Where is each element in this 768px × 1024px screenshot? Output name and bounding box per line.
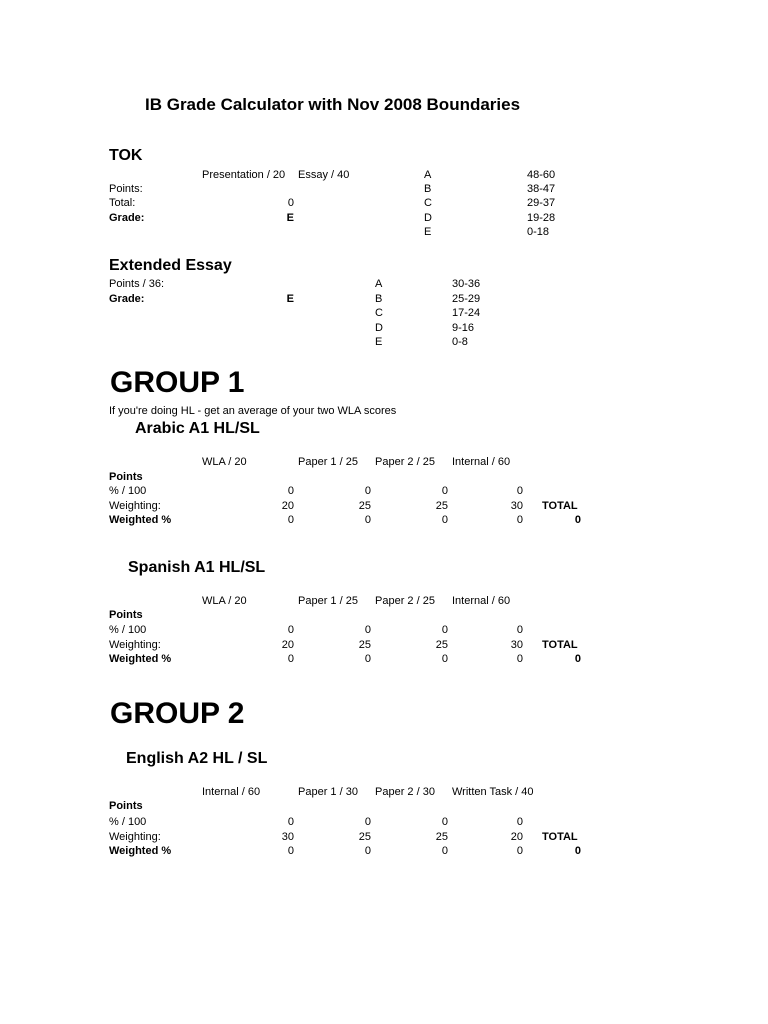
- weighted-value: 0: [441, 845, 448, 857]
- ee-boundary-grade: B: [375, 293, 383, 305]
- tok-points-label: Points:: [109, 183, 143, 195]
- weighted-label: Weighted %: [109, 653, 172, 665]
- tok-boundary-range: 38-47: [527, 183, 556, 195]
- weighted-value: 0: [516, 514, 523, 526]
- weighted-value: 0: [516, 653, 523, 665]
- tok-total-value: 0: [287, 197, 294, 209]
- column-header: WLA / 20: [202, 595, 247, 607]
- tok-col-essay: Essay / 40: [298, 169, 350, 181]
- percent-value: 0: [516, 485, 523, 497]
- tok-boundary-grade: A: [424, 169, 432, 181]
- ee-boundary-range: 9-16: [452, 322, 475, 334]
- tok-boundary-grade: B: [424, 183, 432, 195]
- ee-boundary-grade: A: [375, 278, 383, 290]
- ee-boundary-range: 0-8: [452, 336, 468, 348]
- weighting-value: 20: [510, 831, 523, 843]
- tok-boundary-range: 19-28: [527, 212, 556, 224]
- ee-boundary-range: 30-36: [452, 278, 481, 290]
- percent-value: 0: [287, 624, 294, 636]
- column-header: Written Task / 40: [452, 786, 534, 798]
- percent-value: 0: [441, 816, 448, 828]
- tok-boundary-range: 0-18: [527, 226, 550, 238]
- ee-boundary-grade: E: [375, 336, 383, 348]
- ee-boundary-range: 25-29: [452, 293, 481, 305]
- points-label: Points: [109, 471, 143, 483]
- column-header: Paper 2 / 25: [375, 595, 435, 607]
- total-label: TOTAL: [542, 831, 578, 843]
- weighting-value: 25: [358, 639, 371, 651]
- weighted-value: 0: [287, 514, 294, 526]
- tok-boundary-range: 48-60: [527, 169, 556, 181]
- ee-grade-value: E: [286, 293, 294, 305]
- percent-value: 0: [364, 624, 371, 636]
- percent-value: 0: [441, 624, 448, 636]
- percent-value: 0: [364, 485, 371, 497]
- weighting-value: 30: [281, 831, 294, 843]
- weighting-label: Weighting:: [109, 639, 161, 651]
- weighting-value: 25: [435, 831, 448, 843]
- tok-grade-value: E: [286, 212, 294, 224]
- weighted-label: Weighted %: [109, 845, 172, 857]
- total-value: 0: [574, 514, 581, 526]
- percent-value: 0: [516, 624, 523, 636]
- weighting-value: 30: [510, 639, 523, 651]
- weighted-value: 0: [516, 845, 523, 857]
- weighting-label: Weighting:: [109, 831, 161, 843]
- column-header: Internal / 60: [452, 595, 511, 607]
- tok-heading: TOK: [109, 147, 143, 164]
- ee-boundary-range: 17-24: [452, 307, 481, 319]
- page-title: IB Grade Calculator with Nov 2008 Boundaries: [145, 95, 521, 114]
- ee-boundary-grade: D: [375, 322, 383, 334]
- column-header: Paper 2 / 25: [375, 456, 435, 468]
- percent-label: % / 100: [109, 485, 147, 497]
- subject-title-spanish: Spanish A1 HL/SL: [128, 559, 266, 576]
- ee-points-label: Points / 36:: [109, 278, 165, 290]
- column-header: WLA / 20: [202, 456, 247, 468]
- subject-title-arabic: Arabic A1 HL/SL: [135, 420, 260, 437]
- weighted-value: 0: [441, 514, 448, 526]
- weighting-value: 20: [281, 500, 294, 512]
- weighted-value: 0: [441, 653, 448, 665]
- column-header: Paper 1 / 25: [298, 456, 358, 468]
- group-2-heading: GROUP 2: [110, 697, 245, 730]
- group-1-note: If you're doing HL - get an average of your two WLA scores: [109, 405, 397, 417]
- column-header: Internal / 60: [452, 456, 511, 468]
- tok-col-presentation: Presentation / 20: [202, 169, 286, 181]
- tok-grade-label: Grade:: [109, 212, 145, 224]
- percent-value: 0: [364, 816, 371, 828]
- weighting-value: 25: [435, 639, 448, 651]
- ee-grade-label: Grade:: [109, 293, 145, 305]
- weighting-value: 20: [281, 639, 294, 651]
- percent-value: 0: [441, 485, 448, 497]
- percent-label: % / 100: [109, 816, 147, 828]
- subject-title-english: English A2 HL / SL: [126, 750, 268, 767]
- column-header: Internal / 60: [202, 786, 261, 798]
- tok-total-label: Total:: [109, 197, 136, 209]
- weighting-value: 25: [435, 500, 448, 512]
- column-header: Paper 1 / 25: [298, 595, 358, 607]
- ee-boundary-grade: C: [375, 307, 383, 319]
- points-label: Points: [109, 609, 143, 621]
- total-value: 0: [574, 845, 581, 857]
- total-label: TOTAL: [542, 639, 578, 651]
- weighted-value: 0: [364, 514, 371, 526]
- weighted-label: Weighted %: [109, 514, 172, 526]
- percent-value: 0: [287, 816, 294, 828]
- tok-boundary-grade: D: [424, 212, 432, 224]
- total-value: 0: [574, 653, 581, 665]
- total-label: TOTAL: [542, 500, 578, 512]
- group-1-heading: GROUP 1: [110, 366, 245, 399]
- weighted-value: 0: [364, 653, 371, 665]
- weighting-value: 30: [510, 500, 523, 512]
- ee-heading: Extended Essay: [109, 257, 232, 274]
- percent-label: % / 100: [109, 624, 147, 636]
- column-header: Paper 2 / 30: [375, 786, 435, 798]
- percent-value: 0: [287, 485, 294, 497]
- weighting-label: Weighting:: [109, 500, 161, 512]
- weighted-value: 0: [287, 653, 294, 665]
- weighting-value: 25: [358, 500, 371, 512]
- weighted-value: 0: [287, 845, 294, 857]
- tok-boundary-grade: E: [424, 226, 432, 238]
- tok-boundary-grade: C: [424, 197, 432, 209]
- tok-boundary-range: 29-37: [527, 197, 556, 209]
- weighted-value: 0: [364, 845, 371, 857]
- points-label: Points: [109, 800, 143, 812]
- weighting-value: 25: [358, 831, 371, 843]
- percent-value: 0: [516, 816, 523, 828]
- column-header: Paper 1 / 30: [298, 786, 358, 798]
